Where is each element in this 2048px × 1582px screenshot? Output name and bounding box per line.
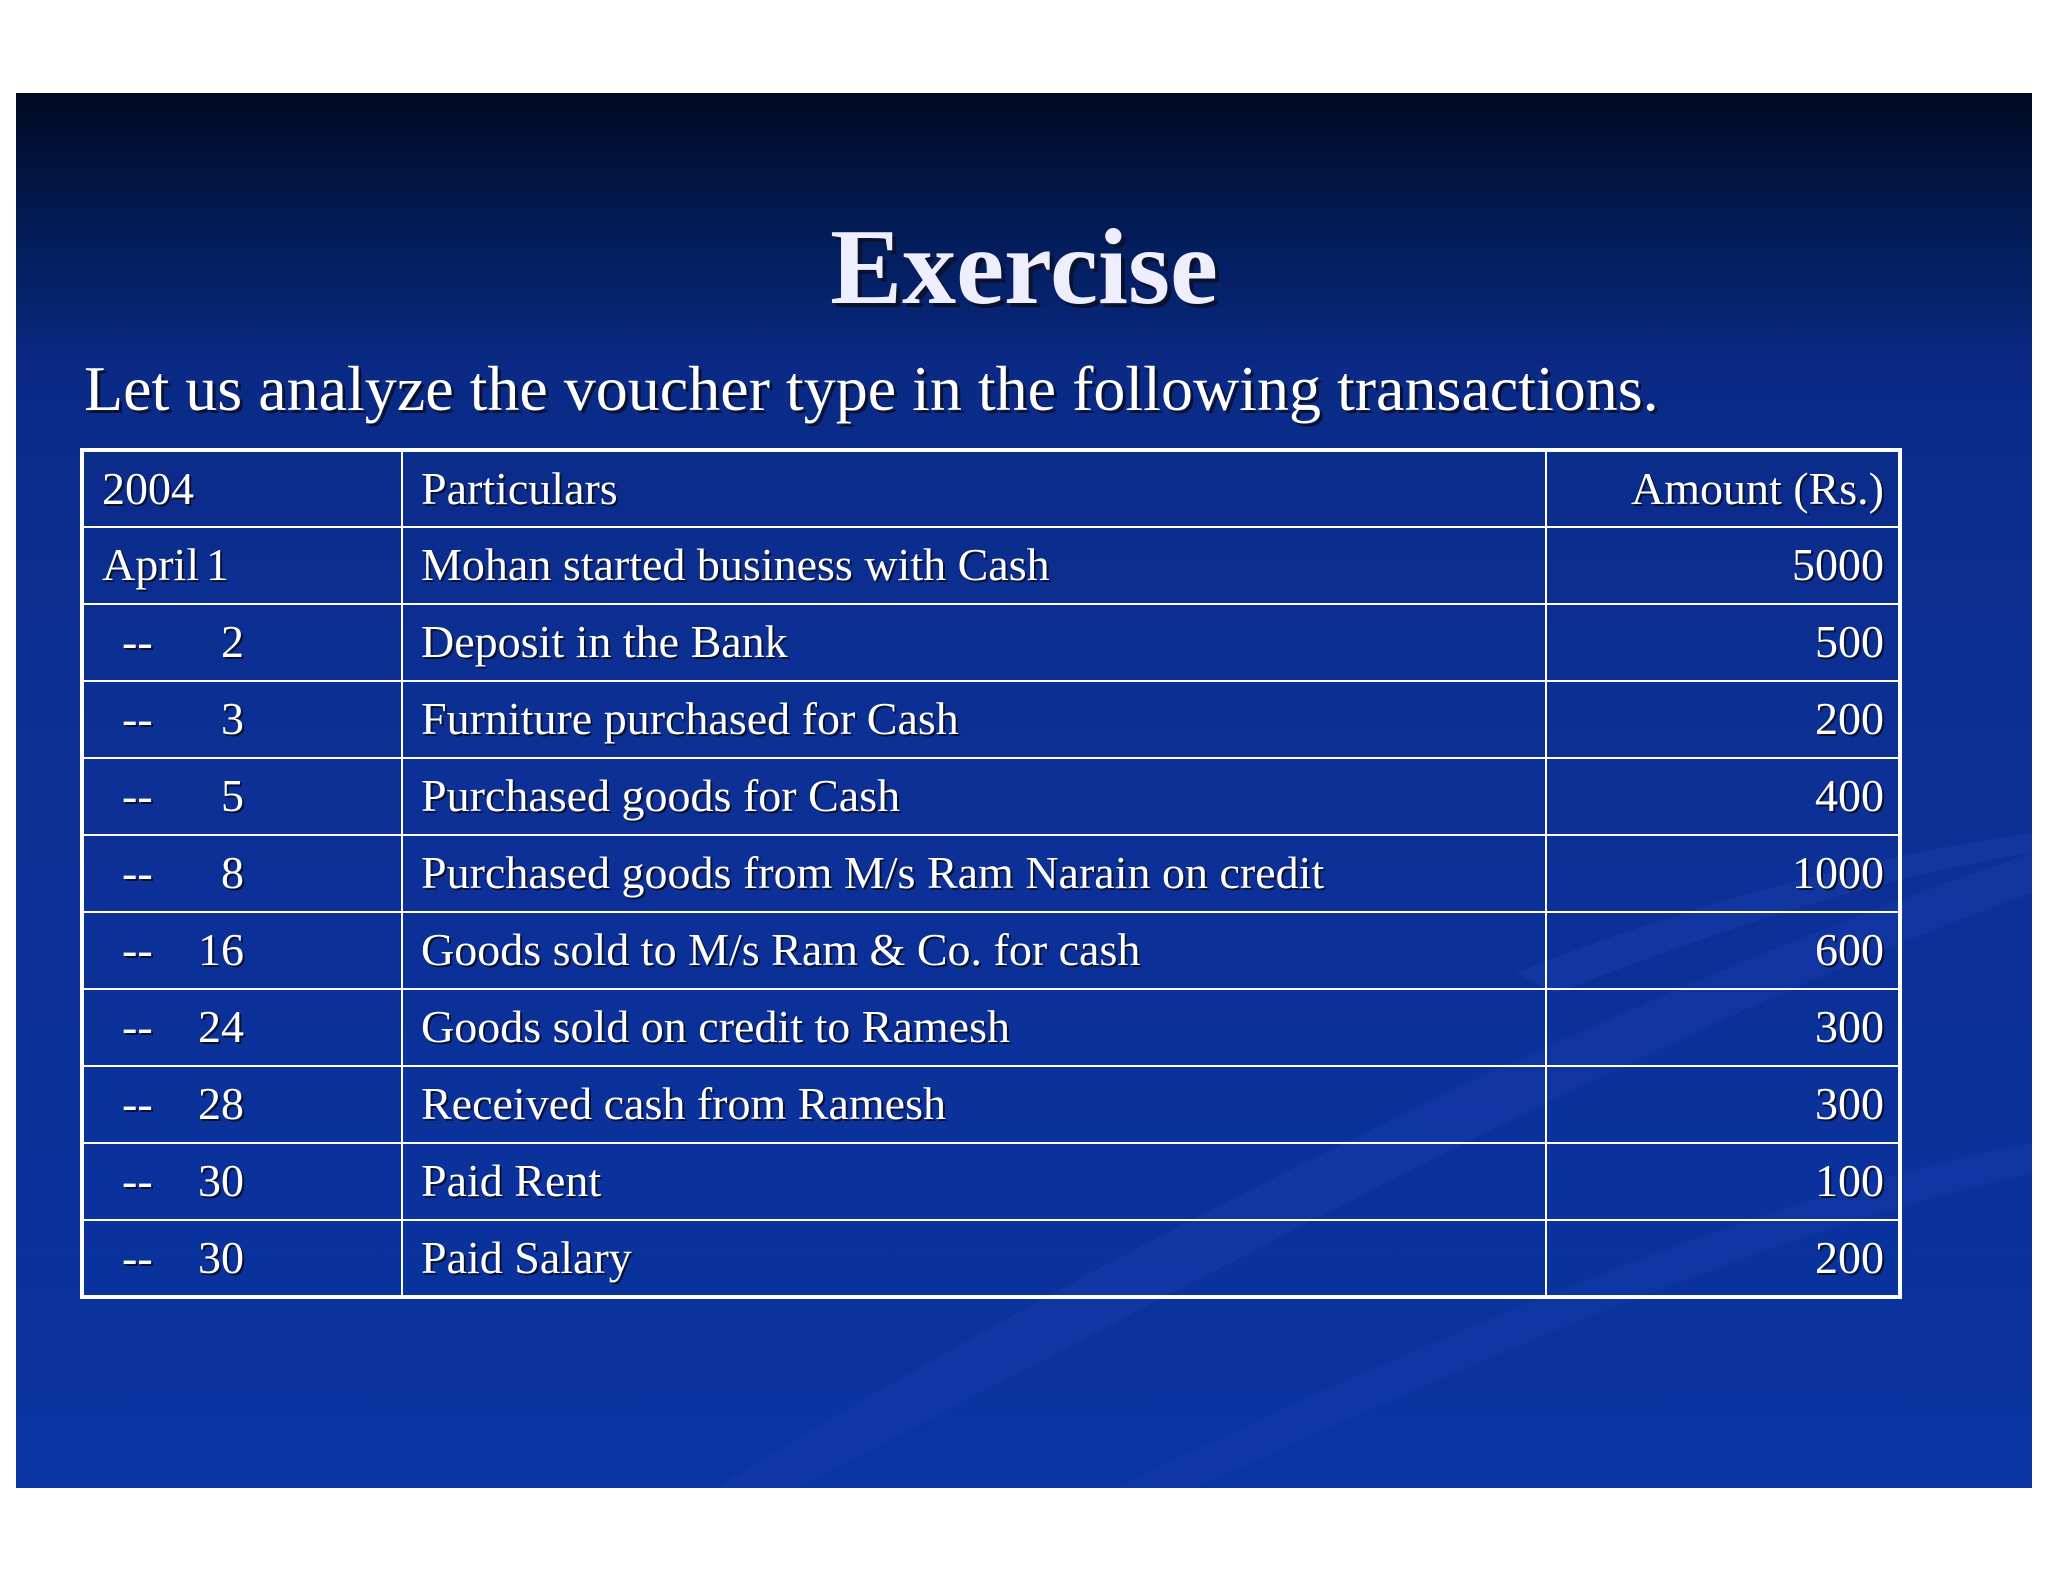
ditto-mark: -- <box>122 770 153 822</box>
slide-title: Exercise <box>830 208 1218 327</box>
date-cell <box>82 835 402 912</box>
particulars-cell: Furniture purchased for Cash <box>402 681 1546 758</box>
table-row <box>82 1143 1900 1220</box>
date-cell <box>82 1066 402 1143</box>
day: 30 <box>198 1155 244 1207</box>
ditto-mark: -- <box>122 1231 153 1283</box>
ditto-mark: -- <box>122 616 153 668</box>
table-row <box>82 604 1900 681</box>
day: 16 <box>198 924 244 976</box>
slide <box>16 93 2032 1488</box>
particulars-cell: Purchased goods for Cash <box>402 758 1546 835</box>
table-row <box>82 527 1900 604</box>
amount-cell: 300 <box>1546 1066 1900 1143</box>
month: April <box>102 539 200 591</box>
amount-cell: 100 <box>1546 1143 1900 1220</box>
ditto-mark: -- <box>122 924 153 976</box>
amount-cell: 500 <box>1546 604 1900 681</box>
ditto-mark: -- <box>122 1155 153 1207</box>
amount-cell: 5000 <box>1546 527 1900 604</box>
date-cell <box>82 758 402 835</box>
header-date: 2004 <box>82 450 402 527</box>
table-row <box>82 1066 1900 1143</box>
particulars-cell: Goods sold to M/s Ram & Co. for cash <box>402 912 1546 989</box>
date-cell <box>82 527 402 604</box>
particulars-cell: Goods sold on credit to Ramesh <box>402 989 1546 1066</box>
particulars-cell: Mohan started business with Cash <box>402 527 1546 604</box>
slide-subtitle: Let us analyze the voucher type in the following transactions. <box>84 353 1659 424</box>
ditto-mark: -- <box>122 1078 153 1130</box>
amount-cell: 300 <box>1546 989 1900 1066</box>
day: 8 <box>221 847 244 899</box>
table-row <box>82 758 1900 835</box>
table-row <box>82 1220 1900 1297</box>
particulars-cell: Purchased goods from M/s Ram Narain on credit <box>402 835 1546 912</box>
ditto-mark: -- <box>122 847 153 899</box>
ditto-mark: -- <box>122 1001 153 1053</box>
day: 24 <box>198 1001 244 1053</box>
amount-cell: 1000 <box>1546 835 1900 912</box>
transactions-table <box>80 448 1902 1299</box>
table-header-row <box>82 450 1900 527</box>
header-particulars: Particulars <box>402 450 1546 527</box>
day: 28 <box>198 1078 244 1130</box>
particulars-cell: Paid Rent <box>402 1143 1546 1220</box>
table-row <box>82 912 1900 989</box>
date-cell <box>82 1143 402 1220</box>
amount-cell: 400 <box>1546 758 1900 835</box>
date-cell <box>82 989 402 1066</box>
day: 2 <box>221 616 244 668</box>
header-amount: Amount (Rs.) <box>1546 450 1900 527</box>
day: 3 <box>221 693 244 745</box>
table-row <box>82 681 1900 758</box>
day: 1 <box>206 539 229 591</box>
date-cell <box>82 604 402 681</box>
particulars-cell: Received cash from Ramesh <box>402 1066 1546 1143</box>
ditto-mark: -- <box>122 693 153 745</box>
date-cell <box>82 912 402 989</box>
day: 30 <box>198 1231 244 1283</box>
amount-cell: 600 <box>1546 912 1900 989</box>
amount-cell: 200 <box>1546 681 1900 758</box>
amount-cell: 200 <box>1546 1220 1900 1297</box>
day: 5 <box>221 770 244 822</box>
table-row <box>82 989 1900 1066</box>
particulars-cell: Deposit in the Bank <box>402 604 1546 681</box>
table-row <box>82 835 1900 912</box>
date-cell <box>82 681 402 758</box>
date-cell <box>82 1220 402 1297</box>
particulars-cell: Paid Salary <box>402 1220 1546 1297</box>
